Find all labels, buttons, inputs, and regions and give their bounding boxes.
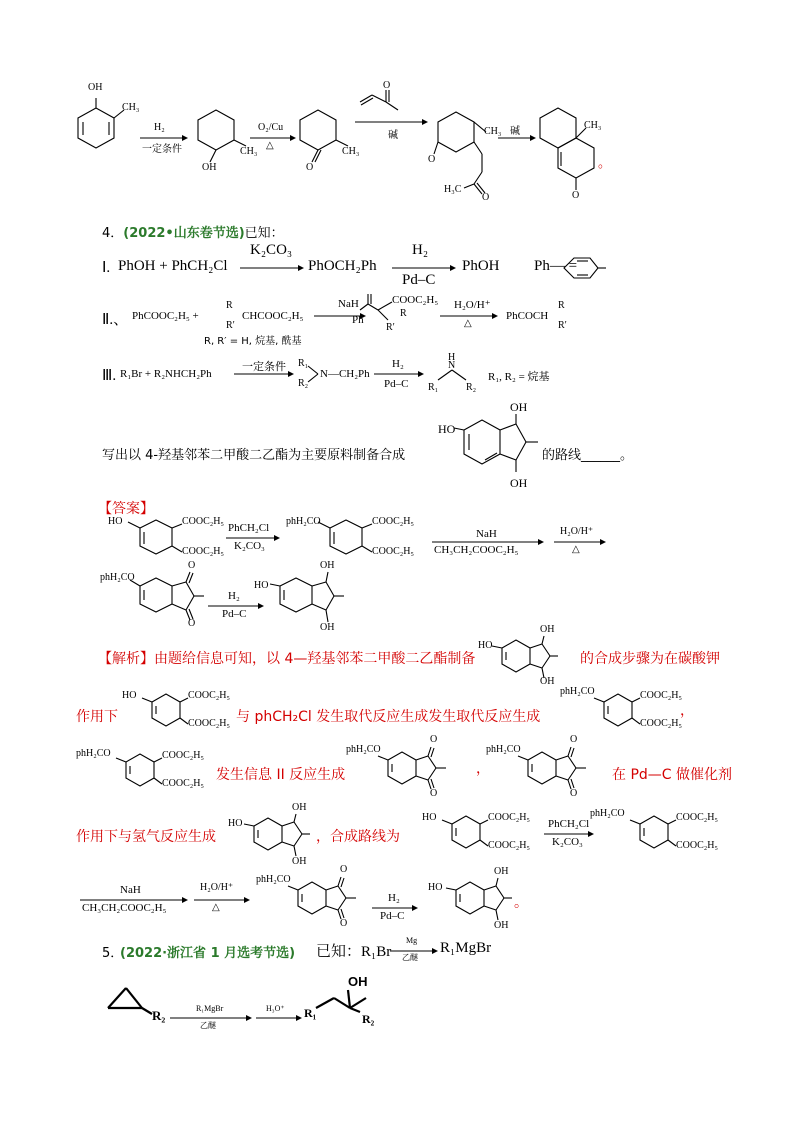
c2-top: H₃O⁺	[266, 1004, 285, 1013]
target-indane-structure	[102, 410, 742, 490]
question-source: (2022·浙江省 1 月选考节选)	[120, 946, 296, 961]
ho-label: HO	[478, 640, 493, 651]
oh-label: OH	[494, 920, 509, 931]
indane-diol-structure	[478, 628, 578, 688]
answer-route-row2	[98, 560, 718, 636]
phenyl-definition: Ph— =	[534, 258, 578, 274]
ester-label: COOC₂H₅	[488, 812, 530, 823]
analysis-line-2a: 作用下	[76, 709, 118, 725]
grignard-product: R₁MgBr	[440, 940, 492, 956]
question-5-heading	[102, 936, 742, 964]
cond2-top: NaH	[476, 528, 497, 540]
cond4-top: H₂	[228, 590, 240, 602]
o-label: O	[340, 918, 348, 929]
ch3-label: CH₃	[584, 120, 602, 131]
reaction-III-rdef: R₁, R₂ = 烷基	[488, 371, 550, 383]
ester-label: COOC₂H₅	[676, 840, 718, 851]
analysis-line-3c: 在 Pd—C 做催化剂	[612, 767, 733, 783]
r-label: R	[400, 308, 407, 319]
r2-label: R₂	[466, 382, 477, 393]
o-label: O	[383, 80, 391, 91]
ester-label: COOC₂H₅	[676, 812, 718, 823]
product-r2: R₂	[362, 1012, 375, 1026]
cond3-bottom: △	[572, 544, 580, 555]
o-label: O	[430, 788, 438, 799]
product-oh: OH	[348, 974, 368, 989]
target-ho: HO	[438, 422, 456, 436]
route-c3-bottom: △	[212, 902, 220, 913]
ester-label: COOC₂H₅	[188, 690, 230, 701]
reaction-III-cond2-bottom: Pd–C	[384, 378, 409, 390]
route-c2-bottom: CH₃CH₂COOC₂H₅	[82, 902, 167, 914]
task-text: 写出以 4-羟基邻苯二甲酸二乙酯为主要原料制备合成	[102, 448, 406, 463]
route-period: 。	[514, 895, 528, 911]
ester-label: COOC₂H₅	[640, 690, 682, 701]
grignard-cond-top: Mg	[406, 936, 418, 945]
cond1-bottom: K₂CO₃	[234, 540, 265, 552]
analysis-line-3b: ，	[476, 761, 490, 777]
h-label: H	[448, 352, 456, 363]
task-end: 的路线______。	[542, 448, 634, 463]
reaction-II-reagent: CHCOOC₂H₅	[242, 310, 304, 322]
analysis-line-2c: ，	[680, 703, 694, 719]
reaction-II-cond2-bottom: △	[464, 318, 472, 329]
bn-label: phH₂CO	[486, 744, 521, 755]
o-cresol-structure	[0, 80, 800, 210]
question-4-heading	[102, 222, 284, 241]
r1-label: R₁	[428, 382, 439, 393]
cond1-top: PhCH₂Cl	[228, 522, 270, 534]
analysis-route-row1	[420, 810, 750, 860]
r2-label: R₂	[298, 378, 309, 389]
analysis-dione-structure-2	[486, 734, 616, 800]
analysis-line-1	[98, 648, 475, 668]
reaction-II-cond1: NaH	[338, 298, 359, 310]
analysis-line-3a: 发生信息 II 反应生成	[216, 767, 346, 783]
question-source: (2022•山东卷节选)	[123, 226, 245, 241]
reaction-I-cond2-bottom: Pd–C	[402, 272, 436, 288]
route-c1-top: PhCH₂Cl	[548, 818, 590, 830]
reaction-III-roman: Ⅲ.	[102, 368, 117, 384]
ester-label: COOC₂H₅	[162, 778, 204, 789]
reagent3-bottom: 碱	[388, 130, 398, 141]
r-prime-label: R′	[558, 320, 567, 331]
bn-label: phH₂CO	[100, 572, 135, 583]
reaction-II-ester: COOC₂H₅	[392, 294, 439, 306]
ester-label: COOC₂H₅	[372, 516, 414, 527]
ho-label: HO	[228, 818, 243, 829]
ester-label: COOC₂H₅	[640, 718, 682, 729]
o-label: O	[188, 560, 196, 571]
o-label: O	[570, 734, 578, 745]
o-label: O	[188, 618, 196, 629]
oh-label: OH	[320, 560, 335, 571]
period: 。	[598, 156, 612, 171]
analysis-line-4a: 作用下与氢气反应生成	[76, 829, 216, 845]
oh-label: OH	[540, 676, 555, 687]
r-label: R	[558, 300, 565, 311]
ch3-label: CH₃	[484, 126, 502, 137]
ho-label: HO	[108, 516, 123, 527]
r-prime-label: R′	[226, 320, 235, 331]
reaction-I-right: PhOH	[462, 258, 500, 274]
analysis-line-1-end: 的合成步骤为在碳酸钾	[580, 651, 720, 667]
route-c3-top: H₂O/H⁺	[200, 882, 234, 893]
ester-label: COOC₂H₅	[188, 718, 230, 729]
analysis-diol-structure	[228, 802, 328, 868]
target-oh-bottom: OH	[510, 476, 528, 490]
oh-label: OH	[202, 162, 217, 173]
oh-label: OH	[292, 802, 307, 813]
ho-label: HO	[254, 580, 269, 591]
bn-label: phH₂CO	[560, 686, 595, 697]
reaction-II-roman: Ⅱ.、	[102, 312, 129, 328]
analysis-sm-structure	[122, 690, 242, 736]
reaction-I-mid: PhOCH₂Ph	[308, 258, 377, 274]
ho-label: HO	[122, 690, 137, 701]
oh-label: OH	[88, 82, 103, 93]
reaction-II-note: R, R′ = H, 烷基, 酰基	[204, 336, 302, 347]
ch3-label: CH₃	[240, 146, 258, 157]
epoxide-reaction	[100, 974, 420, 1034]
reaction-III-cond2-top: H₂	[392, 358, 404, 370]
grignard-arrow	[102, 940, 742, 964]
route-c4-bottom: Pd–C	[380, 910, 405, 922]
answer-label: 【答案】	[98, 501, 154, 517]
o-label: O	[572, 190, 580, 201]
reaction-II-right: PhCOCH	[506, 310, 549, 322]
oh-label: OH	[292, 856, 307, 867]
ester-label: COOC₂H₅	[488, 840, 530, 851]
reagent2-top: O₂/Cu	[258, 122, 284, 133]
reagent1-top: H₂	[154, 122, 165, 133]
n-label: N	[448, 360, 456, 371]
epoxide-r2: R₂	[152, 1008, 166, 1023]
o-label: O	[570, 788, 578, 799]
analysis-route-row2	[76, 864, 616, 938]
h3c-label: H₃C	[444, 184, 462, 195]
ester-label: COOC₂H₅	[182, 546, 224, 557]
r-prime-label: R′	[386, 322, 395, 333]
analysis-line-2b: 与 phCH₂Cl 发生取代反应生成发生取代反应生成	[236, 709, 541, 725]
reaction-I-cond1: K₂CO₃	[250, 242, 293, 258]
reaction-II-cond2-top: H₂O/H⁺	[454, 299, 491, 311]
reaction-III	[102, 352, 742, 402]
reaction-II-left: PhCOOC₂H₅ +	[132, 310, 199, 322]
ho-label: HO	[428, 882, 443, 893]
oh-label: OH	[320, 622, 335, 633]
analysis-bn-structure-2	[76, 748, 216, 798]
reaction-III-left: R₁Br + R₂NHCH₂Ph	[120, 368, 212, 380]
grignard-cond-bottom: 乙醚	[402, 953, 418, 962]
bn-label: phH₂CO	[256, 874, 291, 885]
reaction-III-cond1: 一定条件	[242, 360, 286, 373]
c1-bottom: 乙醚	[200, 1021, 216, 1030]
route-c2-top: NaH	[120, 884, 141, 896]
top-reaction-scheme	[0, 80, 800, 210]
bn-label: phH₂CO	[590, 808, 625, 819]
cond3-top: H₂O/H⁺	[560, 526, 594, 537]
question-lead: 已知：R₁Br	[316, 944, 392, 960]
ch3-label: CH₃	[122, 102, 140, 113]
route-c1-bottom: K₂CO₃	[552, 836, 583, 848]
reaction-I-roman: Ⅰ.	[102, 260, 111, 276]
c1-top: R₁MgBr	[196, 1004, 224, 1013]
o-label: O	[340, 864, 348, 875]
reaction-II-ph: Ph	[352, 314, 364, 326]
question-number: 5．	[102, 946, 124, 961]
reaction-III-arrows	[102, 352, 742, 402]
reaction-I	[102, 242, 742, 288]
route-c4-top: H₂	[388, 892, 400, 904]
target-oh-top: OH	[510, 400, 528, 414]
ester-label: COOC₂H₅	[372, 546, 414, 557]
oh-label: OH	[540, 624, 555, 635]
bn-label: phH₂CO	[76, 748, 111, 759]
r-label: R	[226, 300, 233, 311]
ch3-label: CH₃	[342, 146, 360, 157]
reagent2-bottom: △	[266, 140, 274, 151]
bn-label: phH₂CO	[346, 744, 381, 755]
oh-label: OH	[494, 866, 509, 877]
analysis-dione-structure	[346, 734, 476, 800]
reaction-III-mid: N—CH₂Ph	[320, 368, 370, 380]
cond2-bottom: CH₃CH₂COOC₂H₅	[434, 544, 519, 556]
o-label: O	[482, 192, 490, 203]
reagent4-top: 碱	[510, 126, 520, 137]
cond4-bottom: Pd–C	[222, 608, 247, 620]
reagent1-bottom: 一定条件	[142, 144, 182, 155]
product-r1: R₁	[304, 1006, 317, 1020]
analysis-text: 由题给信息可知，以 4—羟基邻苯二甲酸二乙酯制备	[154, 651, 476, 667]
analysis-line-4b: ，合成路线为	[316, 829, 400, 845]
task-line	[102, 400, 742, 490]
r1-label: R₁	[298, 358, 309, 369]
reaction-II	[102, 292, 742, 348]
bn-label: phH₂CO	[286, 516, 321, 527]
ester-label: COOC₂H₅	[162, 750, 204, 761]
indane-diol-structure	[232, 806, 328, 868]
o-label: O	[428, 154, 436, 165]
ester-label: COOC₂H₅	[182, 516, 224, 527]
question-lead: 已知：	[244, 226, 284, 241]
analysis-label: 【解析】	[98, 651, 154, 667]
o-label: O	[430, 734, 438, 745]
question-number: 4．	[102, 226, 124, 241]
analysis-bn-structure	[560, 686, 690, 736]
ho-label: HO	[422, 812, 437, 823]
reaction-I-left: PhOH + PhCH₂Cl	[118, 258, 228, 274]
reaction-I-cond2-top: H₂	[412, 242, 429, 258]
analysis-target-structure	[478, 624, 578, 688]
o-label: O	[306, 162, 314, 173]
